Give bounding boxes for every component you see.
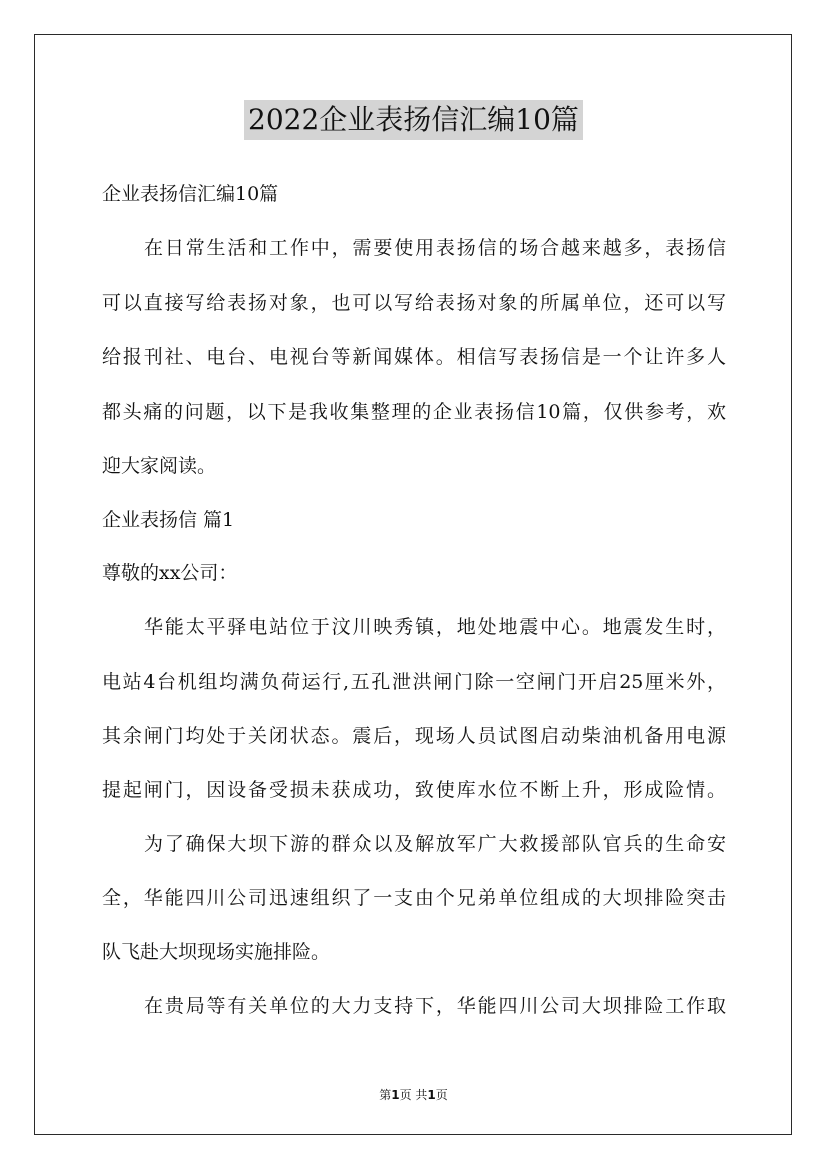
intro-line: 可以直接写给表扬对象，也可以写给表扬对象的所属单位，还可以写 xyxy=(102,292,726,314)
page-footer xyxy=(0,1086,827,1103)
paragraph-line: 其余闸门均处于关闭状态。震后，现场人员试图启动柴油机备用电源 xyxy=(102,725,726,747)
paragraph-line: 提起闸门，因设备受损未获成功，致使库水位不断上升，形成险情。 xyxy=(102,779,726,801)
paragraph-line: 全，华能四川公司迅速组织了一支由个兄弟单位组成的大坝排险突击 xyxy=(102,887,726,909)
document-title: 2022企业表扬信汇编10篇 xyxy=(244,100,583,140)
intro-line: 迎大家阅读。 xyxy=(102,455,217,477)
footer-page-total: 1 xyxy=(427,1088,436,1102)
intro-line: 在日常生活和工作中，需要使用表扬信的场合越来越多，表扬信 xyxy=(144,237,726,259)
section-heading: 企业表扬信 篇1 xyxy=(102,509,235,531)
paragraph-line: 在贵局等有关单位的大力支持下，华能四川公司大坝排险工作取 xyxy=(144,995,726,1017)
footer-page-current: 1 xyxy=(391,1088,400,1102)
paragraph-line: 为了确保大坝下游的群众以及解放军广大救援部队官兵的生命安 xyxy=(144,833,726,855)
title-container xyxy=(0,100,827,140)
footer-mid: 页 共 xyxy=(399,1088,428,1102)
footer-suffix: 页 xyxy=(435,1088,448,1102)
paragraph-line: 队飞赴大坝现场实施排险。 xyxy=(102,941,331,963)
paragraph-line: 电站4台机组均满负荷运行,五孔泄洪闸门除一空闸门开启25厘米外， xyxy=(102,671,726,693)
subtitle: 企业表扬信汇编10篇 xyxy=(102,183,279,205)
intro-line: 给报刊社、电台、电视台等新闻媒体。相信写表扬信是一个让许多人 xyxy=(102,346,726,368)
intro-line: 都头痛的问题，以下是我收集整理的企业表扬信10篇，仅供参考，欢 xyxy=(102,401,726,423)
paragraph-line: 华能太平驿电站位于汶川映秀镇，地处地震中心。地震发生时， xyxy=(144,616,726,638)
footer-prefix: 第 xyxy=(379,1088,392,1102)
salutation: 尊敬的xx公司： xyxy=(102,562,238,584)
